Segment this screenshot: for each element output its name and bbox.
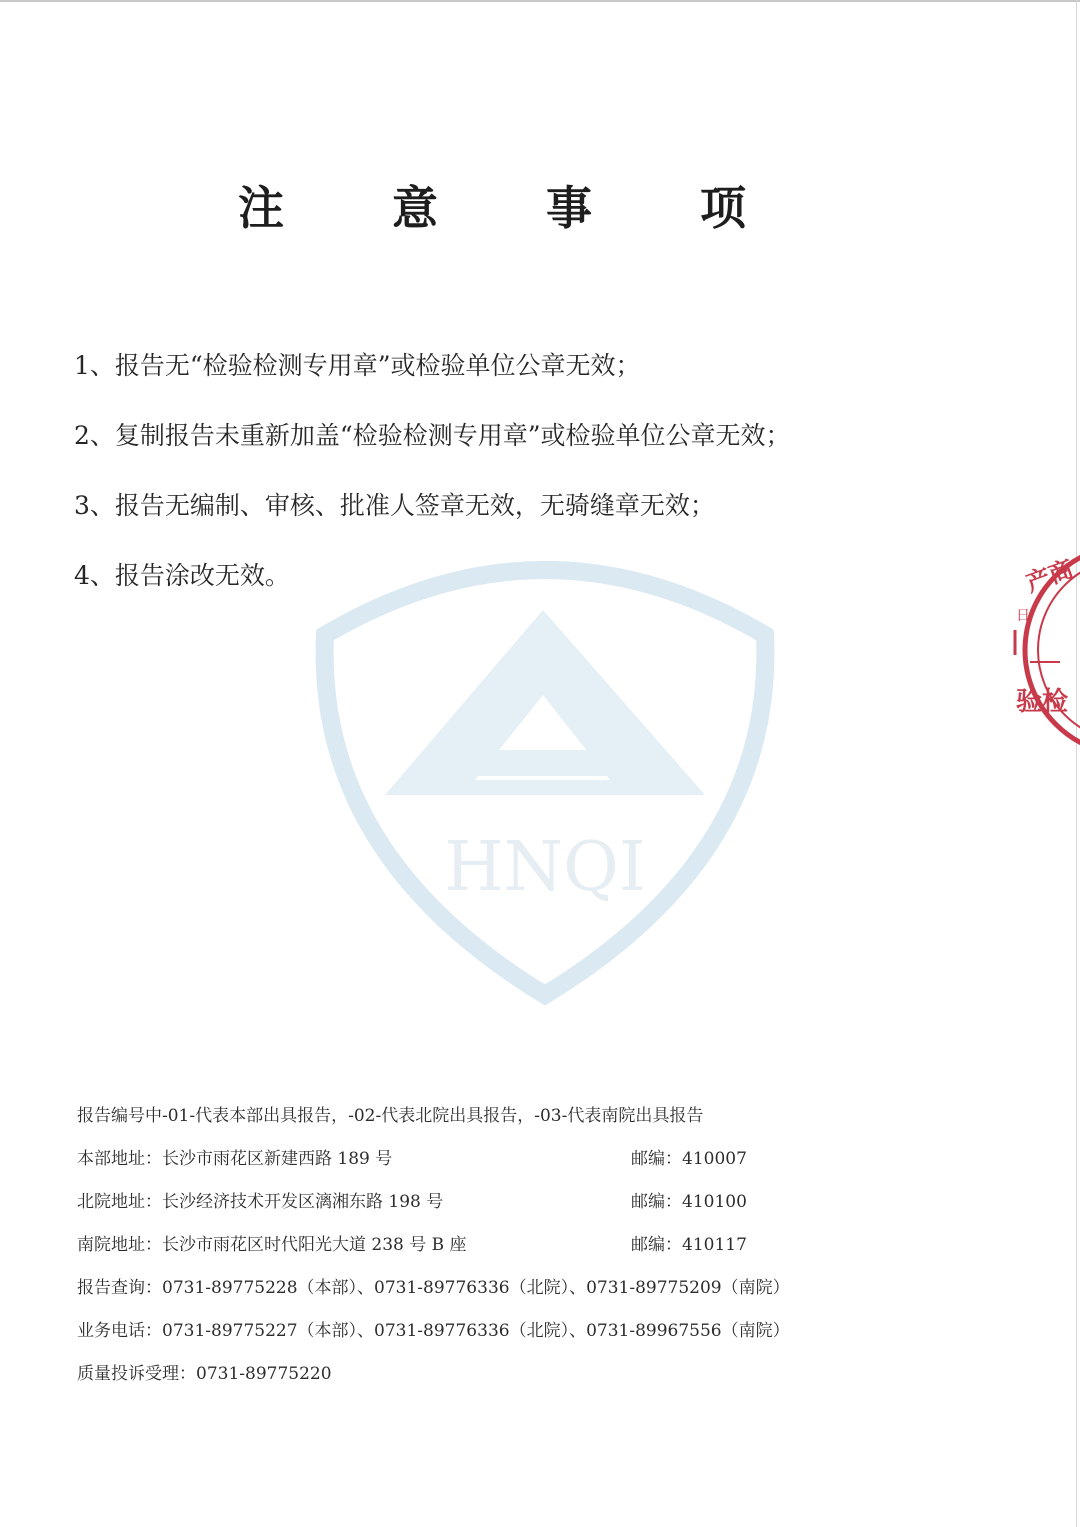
report-code-note: 报告编号中-01-代表本部出具报告，-02-代表北院出具报告，-03-代表南院出具报告 (77, 1106, 704, 1126)
seal-text-side: 日 (1016, 608, 1030, 624)
seal-text-top: 产商 (1022, 554, 1078, 598)
address-headquarters (77, 1141, 1027, 1184)
report-inquiry-phones: 报告查询：0731-89775228（本部）、0731-89776336（北院）、0731-89775209（南院） (77, 1278, 790, 1298)
address-label: 南院地址：长沙市雨花区时代阳光大道 238 号 B 座 (77, 1235, 467, 1255)
official-seal (960, 530, 1080, 770)
notice-item-4: 4、报告涂改无效。 (74, 561, 290, 590)
complaint-phone: 质量投诉受理：0731-89775220 (77, 1364, 332, 1384)
notice-list (74, 344, 974, 624)
seal-text-bottom: 验检 (1016, 687, 1069, 717)
business-phones: 业务电话：0731-89775227（本部）、0731-89776336（北院）、0731-89967556（南院） (77, 1321, 790, 1341)
address-label: 本部地址：长沙市雨花区新建西路 189 号 (77, 1149, 393, 1169)
watermark-logo-text: HNQI (444, 828, 646, 907)
postcode: 邮编：410100 (631, 1192, 747, 1212)
notice-item-3: 3、报告无编制、审核、批准人签章无效，无骑缝章无效； (74, 491, 715, 520)
contact-footer (77, 1098, 1027, 1399)
notice-item-2: 2、复制报告未重新加盖“检验检测专用章”或检验单位公章无效； (74, 421, 791, 450)
page-top-edge (0, 0, 1080, 2)
address-north (77, 1184, 1027, 1227)
postcode: 邮编：410007 (631, 1149, 747, 1169)
address-south (77, 1227, 1027, 1270)
page-title: 注 意 事 项 (237, 181, 793, 235)
address-label: 北院地址：长沙经济技术开发区漓湘东路 198 号 (77, 1192, 444, 1212)
postcode: 邮编：410117 (631, 1235, 747, 1255)
notice-item-1: 1、报告无“检验检测专用章”或检验单位公章无效； (74, 351, 641, 380)
